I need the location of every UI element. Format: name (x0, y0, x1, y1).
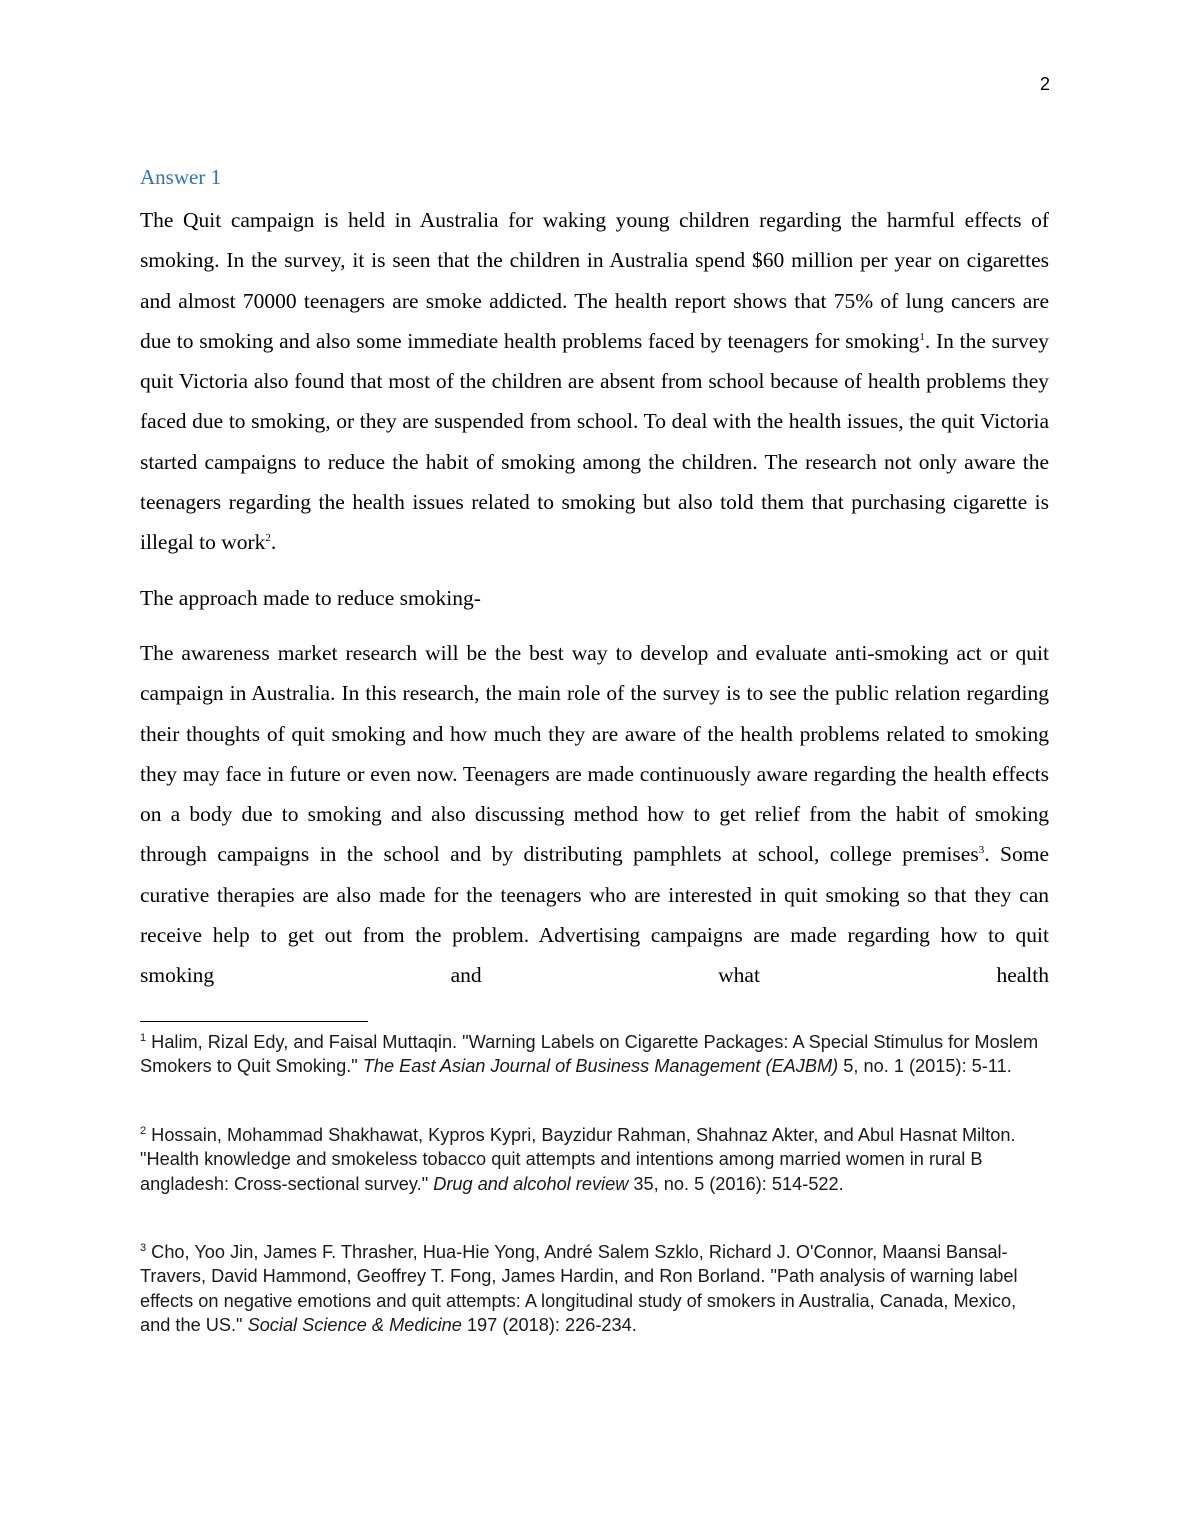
footnote-2-number: 2 (140, 1124, 147, 1137)
footnote-1-details: 5, no. 1 (2015): 5-11. (838, 1056, 1012, 1077)
footnote-ref-2[interactable]: 2 (265, 532, 271, 545)
page-number: 2 (1039, 74, 1050, 94)
paragraph-2-part-1: The awareness market research will be the best way to develop and evaluate anti-smoking act or quit campaign in Australia. In this research, the main role of the survey is to see the public relation regarding their thoughts of quit smoking and how much they are aware of the health problems related to smoking they may face in future or even now. Teenagers are made continuously aware regarding the health effects on a body due to smoking and also discussing method how to get relief from the habit of smoking through campaigns in the school and by distributing pamphlets at school, college premises (140, 640, 1049, 867)
footnote-1-number: 1 (140, 1031, 147, 1044)
footnote-3-details: 197 (2018): 226-234. (461, 1315, 637, 1336)
footnote-1-text: Halim, Rizal Edy, and Faisal Muttaqin. "Warning Labels on Cigarette Packages: A Special Stimulus for Moslem Smokers to Quit Smoking." (140, 1032, 1039, 1077)
paragraph-1-part-2: . In the survey quit Victoria also found that most of the children are absent from school because of health problems they faced due to smoking, or they are suspended from school. To deal with the health issues, the quit Victoria started campaigns to reduce the habit of smoking among the children. The research not only aware the teenagers regarding the health issues related to smoking but also told them that purchasing cigarette is illegal to work (140, 328, 1049, 555)
footnote-3 (140, 1240, 1049, 1338)
paragraph-1-part-1: The Quit campaign is held in Australia for waking young children regarding the harmful effects of smoking. In the survey, it is seen that the children in Australia spend $60 million per year on cigarettes and almost 70000 teenagers are smoke addicted. The health report shows that 75% of lung cancers are due to smoking and also some immediate health problems faced by teenagers for smoking (140, 208, 1049, 353)
footnote-3-text: Cho, Yoo Jin, James F. Thrasher, Hua-Hie Yong, André Salem Szklo, Richard J. O'Connor, Maansi Bansal-Travers, David Hammond, Geoffrey T. Fong, James Hardin, and Ron Borland. "Path analysis of warning label effects on negative emotions and quit attempts: A longitudinal study of smokers in Australia, Canada, Mexico, and the US." (140, 1242, 1018, 1336)
footnote-3-number: 3 (140, 1241, 147, 1254)
footnote-1-journal: The East Asian Journal of Business Management (EAJBM) (362, 1056, 839, 1077)
footnote-3-journal: Social Science & Medicine (247, 1315, 462, 1336)
paragraph-1 (140, 200, 1049, 563)
paragraph-1-part-3: . (270, 530, 277, 555)
footnote-2-text: Hossain, Mohammad Shakhawat, Kypros Kypri, Bayzidur Rahman, Shahnaz Akter, and Abul Hasnat Milton. "Health knowledge and smokeless tobacco quit attempts and intentions among married women in rural B angladesh: Cross-sectional survey." (140, 1124, 1016, 1194)
footnote-ref-1[interactable]: 1 (919, 330, 925, 343)
footnote-separator (140, 1021, 368, 1022)
footnote-2-journal: Drug and alcohol review (433, 1173, 629, 1194)
section-heading: Answer 1 (140, 165, 222, 189)
footnote-ref-3[interactable]: 3 (978, 844, 985, 857)
paragraph-2 (140, 633, 1049, 996)
footnote-2-details: 35, no. 5 (2016): 514-522. (628, 1173, 844, 1194)
approach-line: The approach made to reduce smoking- (140, 585, 481, 610)
paragraph-2-part-2: . Some curative therapies are also made for the teenagers who are interested in quit smoking so that they can receive help to get out from the problem. Advertising campaigns are made regarding how to quit smoking and what health (140, 842, 1049, 988)
footnote-1 (140, 1030, 1049, 1079)
footnote-2 (140, 1123, 1049, 1196)
footnotes (140, 1030, 1049, 1338)
body-text-area (140, 162, 1049, 996)
